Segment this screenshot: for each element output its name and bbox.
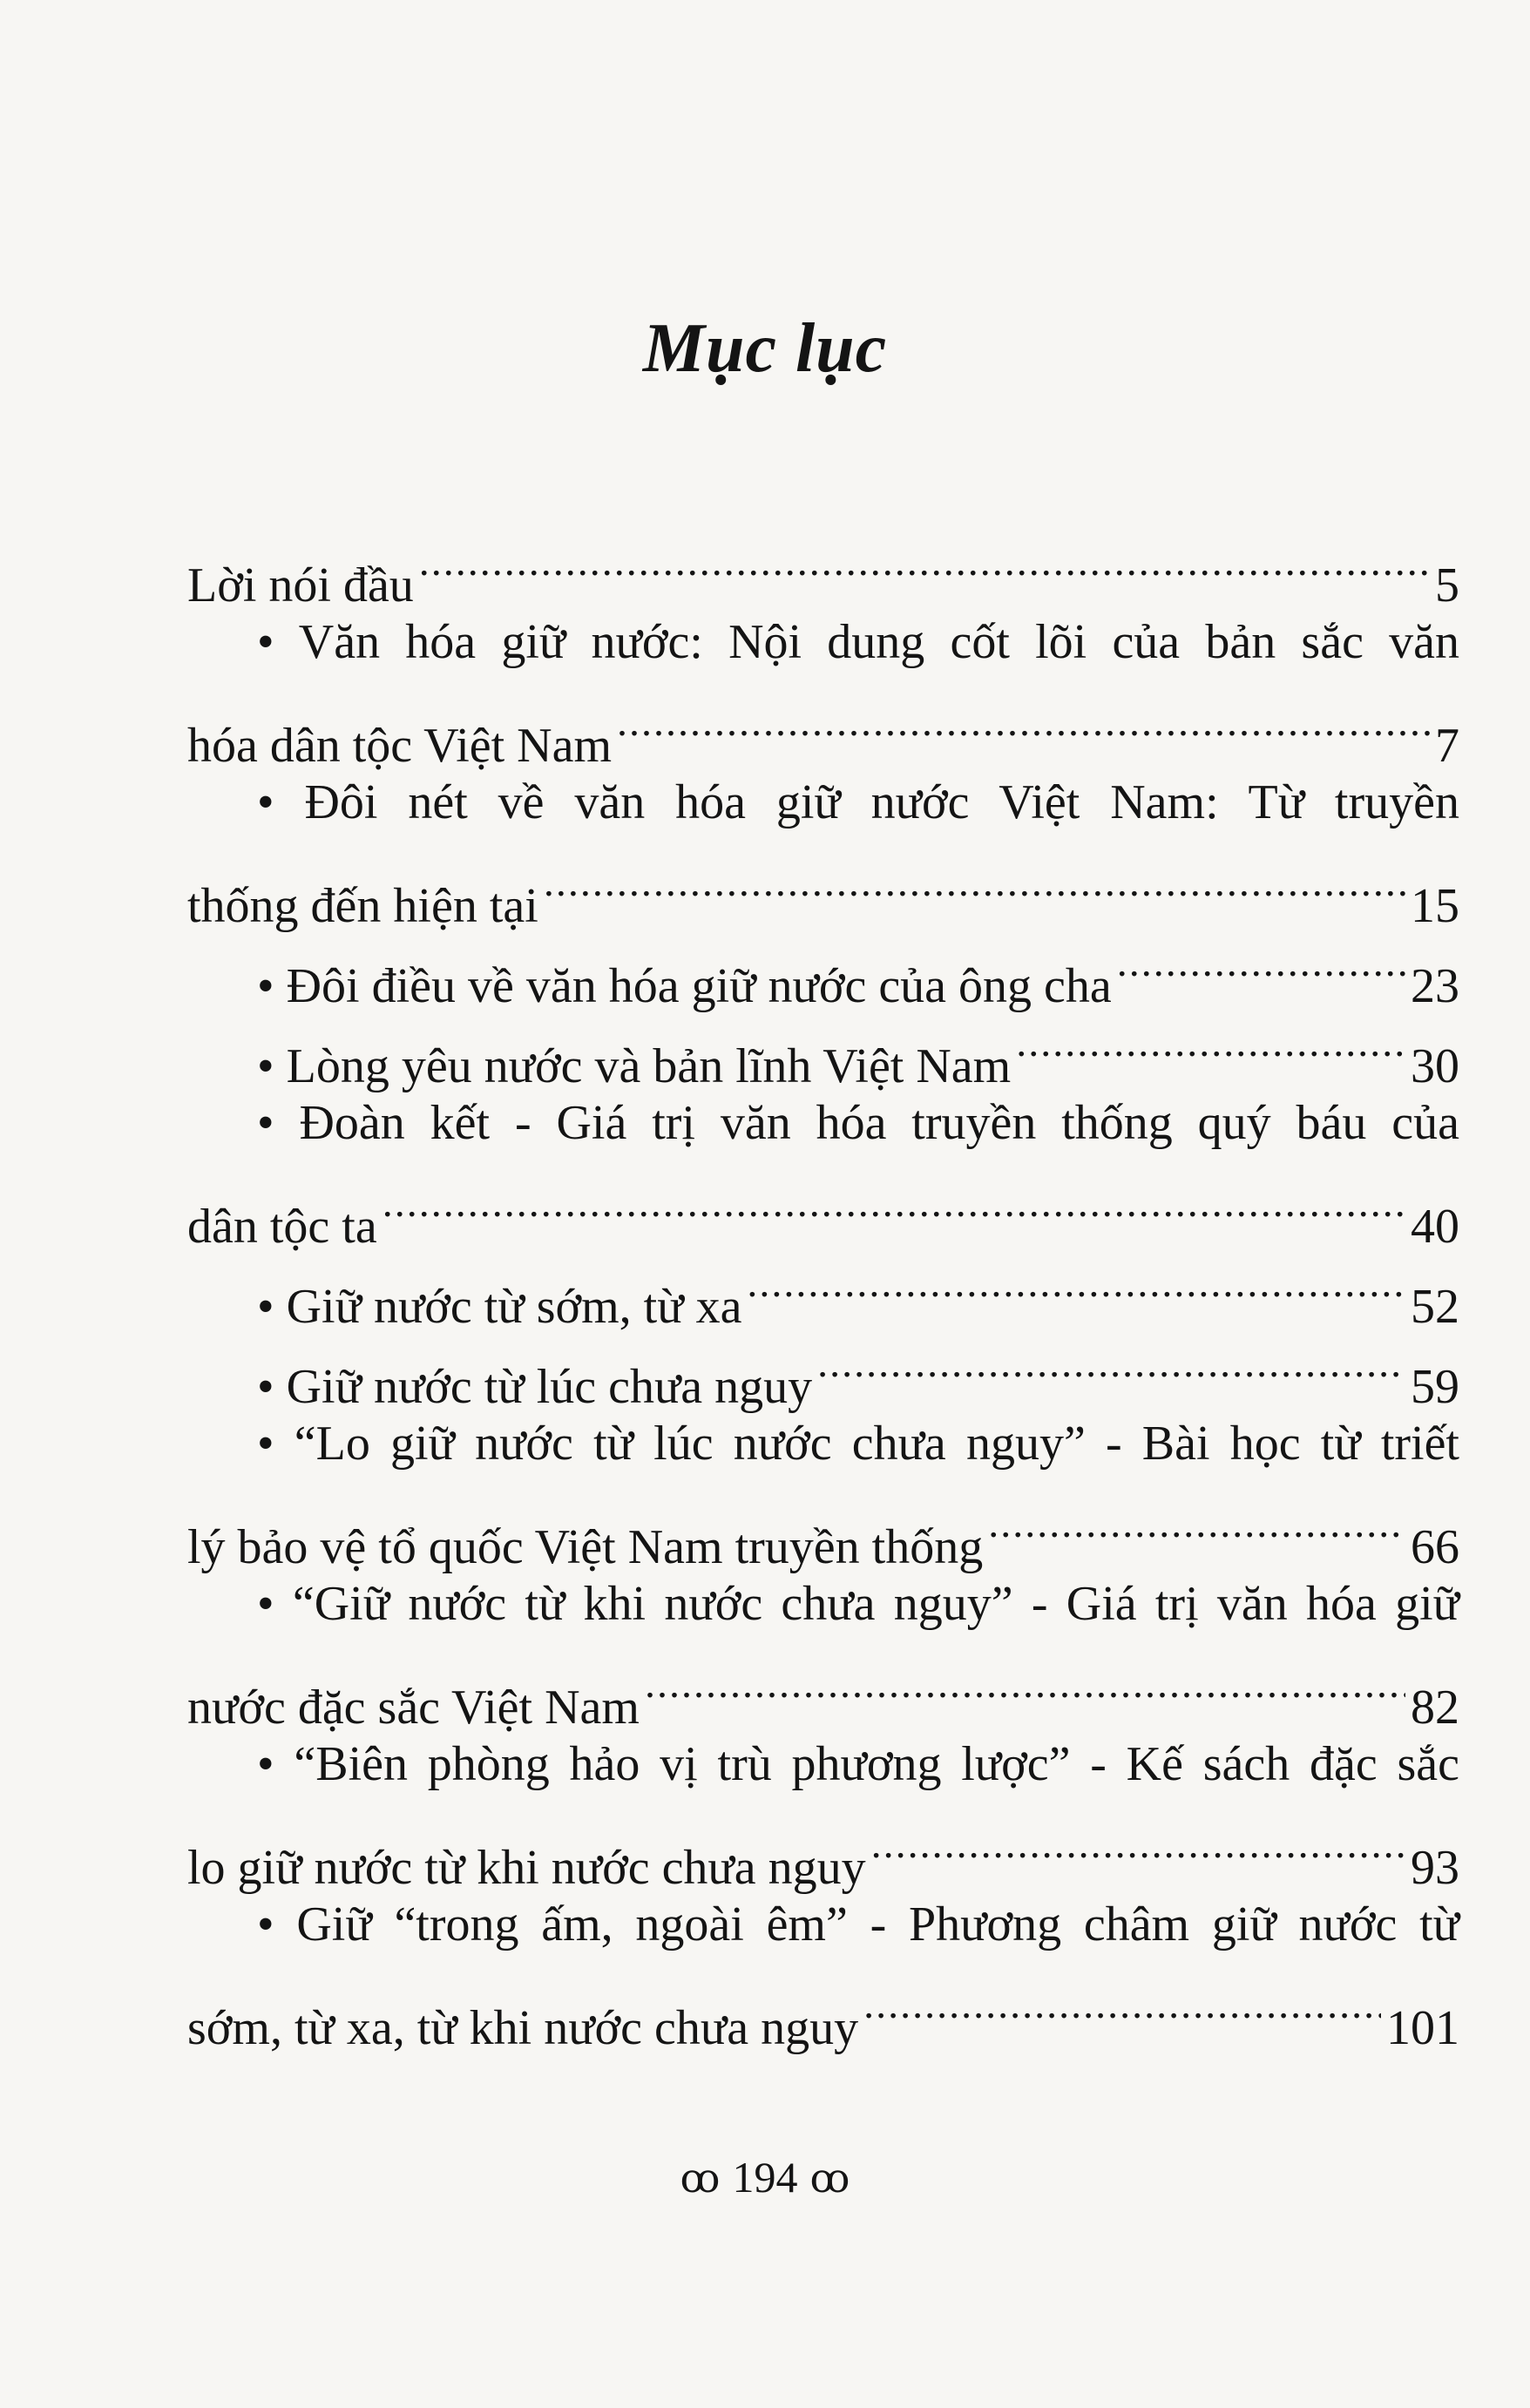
toc-entry-title: • Giữ nước từ lúc chưa nguy	[257, 1360, 813, 1414]
toc-entry-page: 66	[1411, 1520, 1459, 1574]
toc-entry-title: • Lòng yêu nước và bản lĩnh Việt Nam	[257, 1039, 1012, 1093]
dot-leader	[871, 1805, 1405, 1884]
toc-entry-line: • Văn hóa giữ nước: Nội dung cốt lõi của bản sắc văn	[257, 615, 1459, 669]
toc-entry-title: hóa dân tộc Việt Nam	[187, 719, 613, 773]
toc-entry-page: 40	[1411, 1200, 1459, 1254]
toc-entry-page: 101	[1386, 2001, 1459, 2055]
toc-entry	[187, 1965, 1459, 2055]
toc-entry	[187, 683, 1459, 773]
toc-entry-line: • Đoàn kết - Giá trị văn hóa truyền thống quý báu của	[257, 1096, 1459, 1150]
page-title: Mục lục	[642, 310, 888, 387]
dot-leader	[747, 1244, 1405, 1322]
toc-entry	[187, 1164, 1459, 1254]
toc-entry-line: • “Lo giữ nước từ lúc nước chưa nguy” - Bài học từ triết	[257, 1417, 1459, 1471]
page-number	[0, 2152, 1530, 2202]
dot-leader	[1117, 923, 1405, 1002]
left-ornament-icon: ꝏ	[680, 2156, 721, 2201]
toc-entry-page: 52	[1411, 1280, 1459, 1334]
dot-leader	[382, 1164, 1405, 1242]
toc-entry	[187, 1645, 1459, 1735]
toc-entry-line: • Giữ “trong ấm, ngoài êm” - Phương châm giữ nước từ	[257, 1897, 1459, 1951]
toc-entry-page: 7	[1435, 719, 1459, 773]
dot-leader	[419, 523, 1430, 601]
toc-entry-page: 15	[1411, 879, 1459, 933]
toc-entry-title: • Giữ nước từ sớm, từ xa	[257, 1280, 742, 1334]
right-ornament-icon: ꝏ	[809, 2156, 850, 2201]
toc-entry-title: nước đặc sắc Việt Nam	[187, 1681, 640, 1735]
dot-leader	[544, 843, 1405, 922]
toc-entry-title: lo giữ nước từ khi nước chưa nguy	[187, 1841, 866, 1895]
toc-entry-title: • Đôi điều về văn hóa giữ nước của ông cha	[257, 959, 1112, 1013]
toc-entry-page: 30	[1411, 1039, 1459, 1093]
page-number-value: 194	[732, 2153, 798, 2202]
dot-leader	[617, 683, 1430, 761]
toc-entry	[187, 1485, 1459, 1574]
dot-leader	[645, 1645, 1405, 1723]
toc-entry-line: • “Giữ nước từ khi nước chưa nguy” - Giá trị văn hóa giữ	[257, 1577, 1459, 1631]
toc-entry	[187, 523, 1459, 612]
dot-leader	[1016, 1004, 1405, 1082]
toc-entry	[187, 1244, 1459, 1334]
toc-entry-line: • “Biên phòng hảo vị trù phương lược” - Kế sách đặc sắc	[257, 1737, 1459, 1791]
toc-entry-line: • Đôi nét về văn hóa giữ nước Việt Nam: Từ truyền	[257, 775, 1459, 829]
toc-entry	[187, 1805, 1459, 1895]
toc-entry	[187, 1004, 1459, 1093]
toc-entry-title: thống đến hiện tại	[187, 879, 538, 933]
toc-entry-title: Lời nói đầu	[187, 558, 414, 612]
toc-entry-page: 82	[1411, 1681, 1459, 1735]
toc-entry-title: dân tộc ta	[187, 1200, 377, 1254]
toc-entry-title: lý bảo vệ tổ quốc Việt Nam truyền thống	[187, 1520, 984, 1574]
toc-entry	[187, 923, 1459, 1013]
toc-entry-page: 93	[1411, 1841, 1459, 1895]
toc-entry	[187, 1324, 1459, 1414]
dot-leader	[817, 1324, 1405, 1403]
dot-leader	[988, 1485, 1405, 1563]
toc-entry-page: 23	[1411, 959, 1459, 1013]
toc-entry	[187, 843, 1459, 933]
toc-entry-page: 59	[1411, 1360, 1459, 1414]
dot-leader	[863, 1965, 1381, 2044]
toc-entry-page: 5	[1435, 558, 1459, 612]
toc-entry-title: sớm, từ xa, từ khi nước chưa nguy	[187, 2001, 859, 2055]
